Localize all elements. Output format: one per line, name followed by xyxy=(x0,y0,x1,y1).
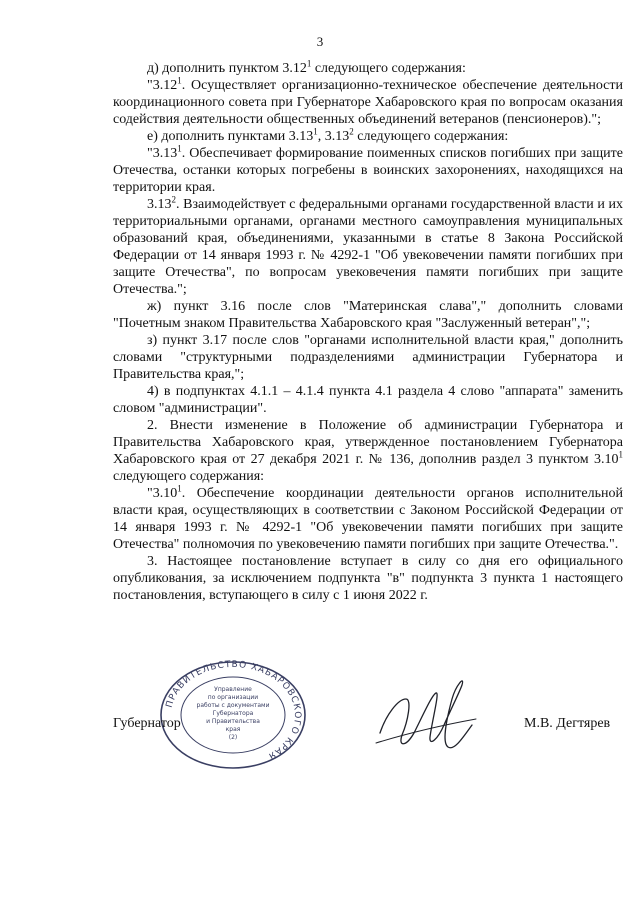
paragraph-3-13-2: 3.13$^2$. Взаимодействует с федеральными органами государственной власти и их территориальными органами, органами местного самоуправления муниципальных образований края, объединениями, указанными в статье 8 Закона Российской Федерации от 14 января 1993 г. № 4292-1 "Об увековечении памяти погибших при защите Отечества", по вопросам увековечения памяти погибших при защите Отечества."; xyxy=(113,194,623,297)
paragraph-d: д) дополнить пунктом 3.12$^1$ следующего содержания: xyxy=(147,58,466,76)
seal-line: (2) xyxy=(228,734,238,741)
paragraph-3-10-1: "3.10$^1$. Обеспечение координации деятельности органов исполнительной власти края, осуществляющих в соответствии с Законом Российской Федерации от 14 января 1993 г. № 4292-1 "Об увековечении памяти погибших при защите Отечества" полномочия по увековечению памяти погибших при защите Отечества.". xyxy=(113,483,623,552)
paragraph-z: з) пункт 3.17 после слов "органами исполнительной власти края," дополнить словами "структурными подразделениями администрации Губернатора и Правительства края,"; xyxy=(113,333,623,382)
seal-line: Управление xyxy=(214,686,252,693)
signatory-position: Губернатор xyxy=(113,716,181,731)
seal-line: работы с документами xyxy=(196,702,270,709)
seal-line: и Правительства xyxy=(206,718,260,725)
paragraph-3-12-1: "3.12$^1$. Осуществляет организационно-техническое обеспечение деятельности координационного совета при Губернаторе Хабаровского края по вопросам оказания содействия деятельности общественных объединений ветеранов (пенсионеров)."; xyxy=(113,75,623,127)
paragraph-3-13-1: "3.13$^1$. Обеспечивает формирование поименных списков погибших при защите Отечества, останки которых погребены в воинских захоронениях, находящихся на территории края. xyxy=(113,143,623,195)
seal-line: края xyxy=(225,726,241,733)
seal-line: Губернатора xyxy=(212,710,254,717)
handwritten-signature xyxy=(372,655,482,765)
official-seal xyxy=(158,660,308,770)
paragraph-4: 4) в подпунктах 4.1.1 – 4.1.4 пункта 4.1 раздела 4 слово "аппарата" заменить словом "администрации". xyxy=(113,384,623,416)
seal-line: по организации xyxy=(207,694,259,701)
paragraph-3: 3. Настоящее постановление вступает в силу со дня его официального опубликования, за исключением подпункта "в" подпункта 3 пункта 1 настоящего постановления, вступающего в силу с 1 июня 2022 г. xyxy=(113,554,623,603)
paragraph-e: е) дополнить пунктами 3.13$^1$, 3.13$^2$ следующего содержания: xyxy=(147,126,509,144)
paragraph-2: 2. Внести изменение в Положение об администрации Губернатора и Правительства Хабаровского края, утвержденное постановлением Губернатора Хабаровского края от 27 декабря 2021 г. № 136, дополнив раздел 3 пунктом 3.10$^1$ следующего содержания: xyxy=(113,418,623,484)
document-body xyxy=(113,60,623,604)
seal-ring-text: ПРАВИТЕЛЬСТВО ХАБАРОВСКОГО КРАЯ xyxy=(164,660,303,762)
page-number: 3 xyxy=(316,34,324,49)
paragraph-zh: ж) пункт 3.16 после слов "Материнская слава"," дополнить словами "Почетным знаком Правительства Хабаровского края "Заслуженный ветеран","; xyxy=(113,299,623,331)
signatory-name: М.В. Дегтярев xyxy=(524,716,611,731)
